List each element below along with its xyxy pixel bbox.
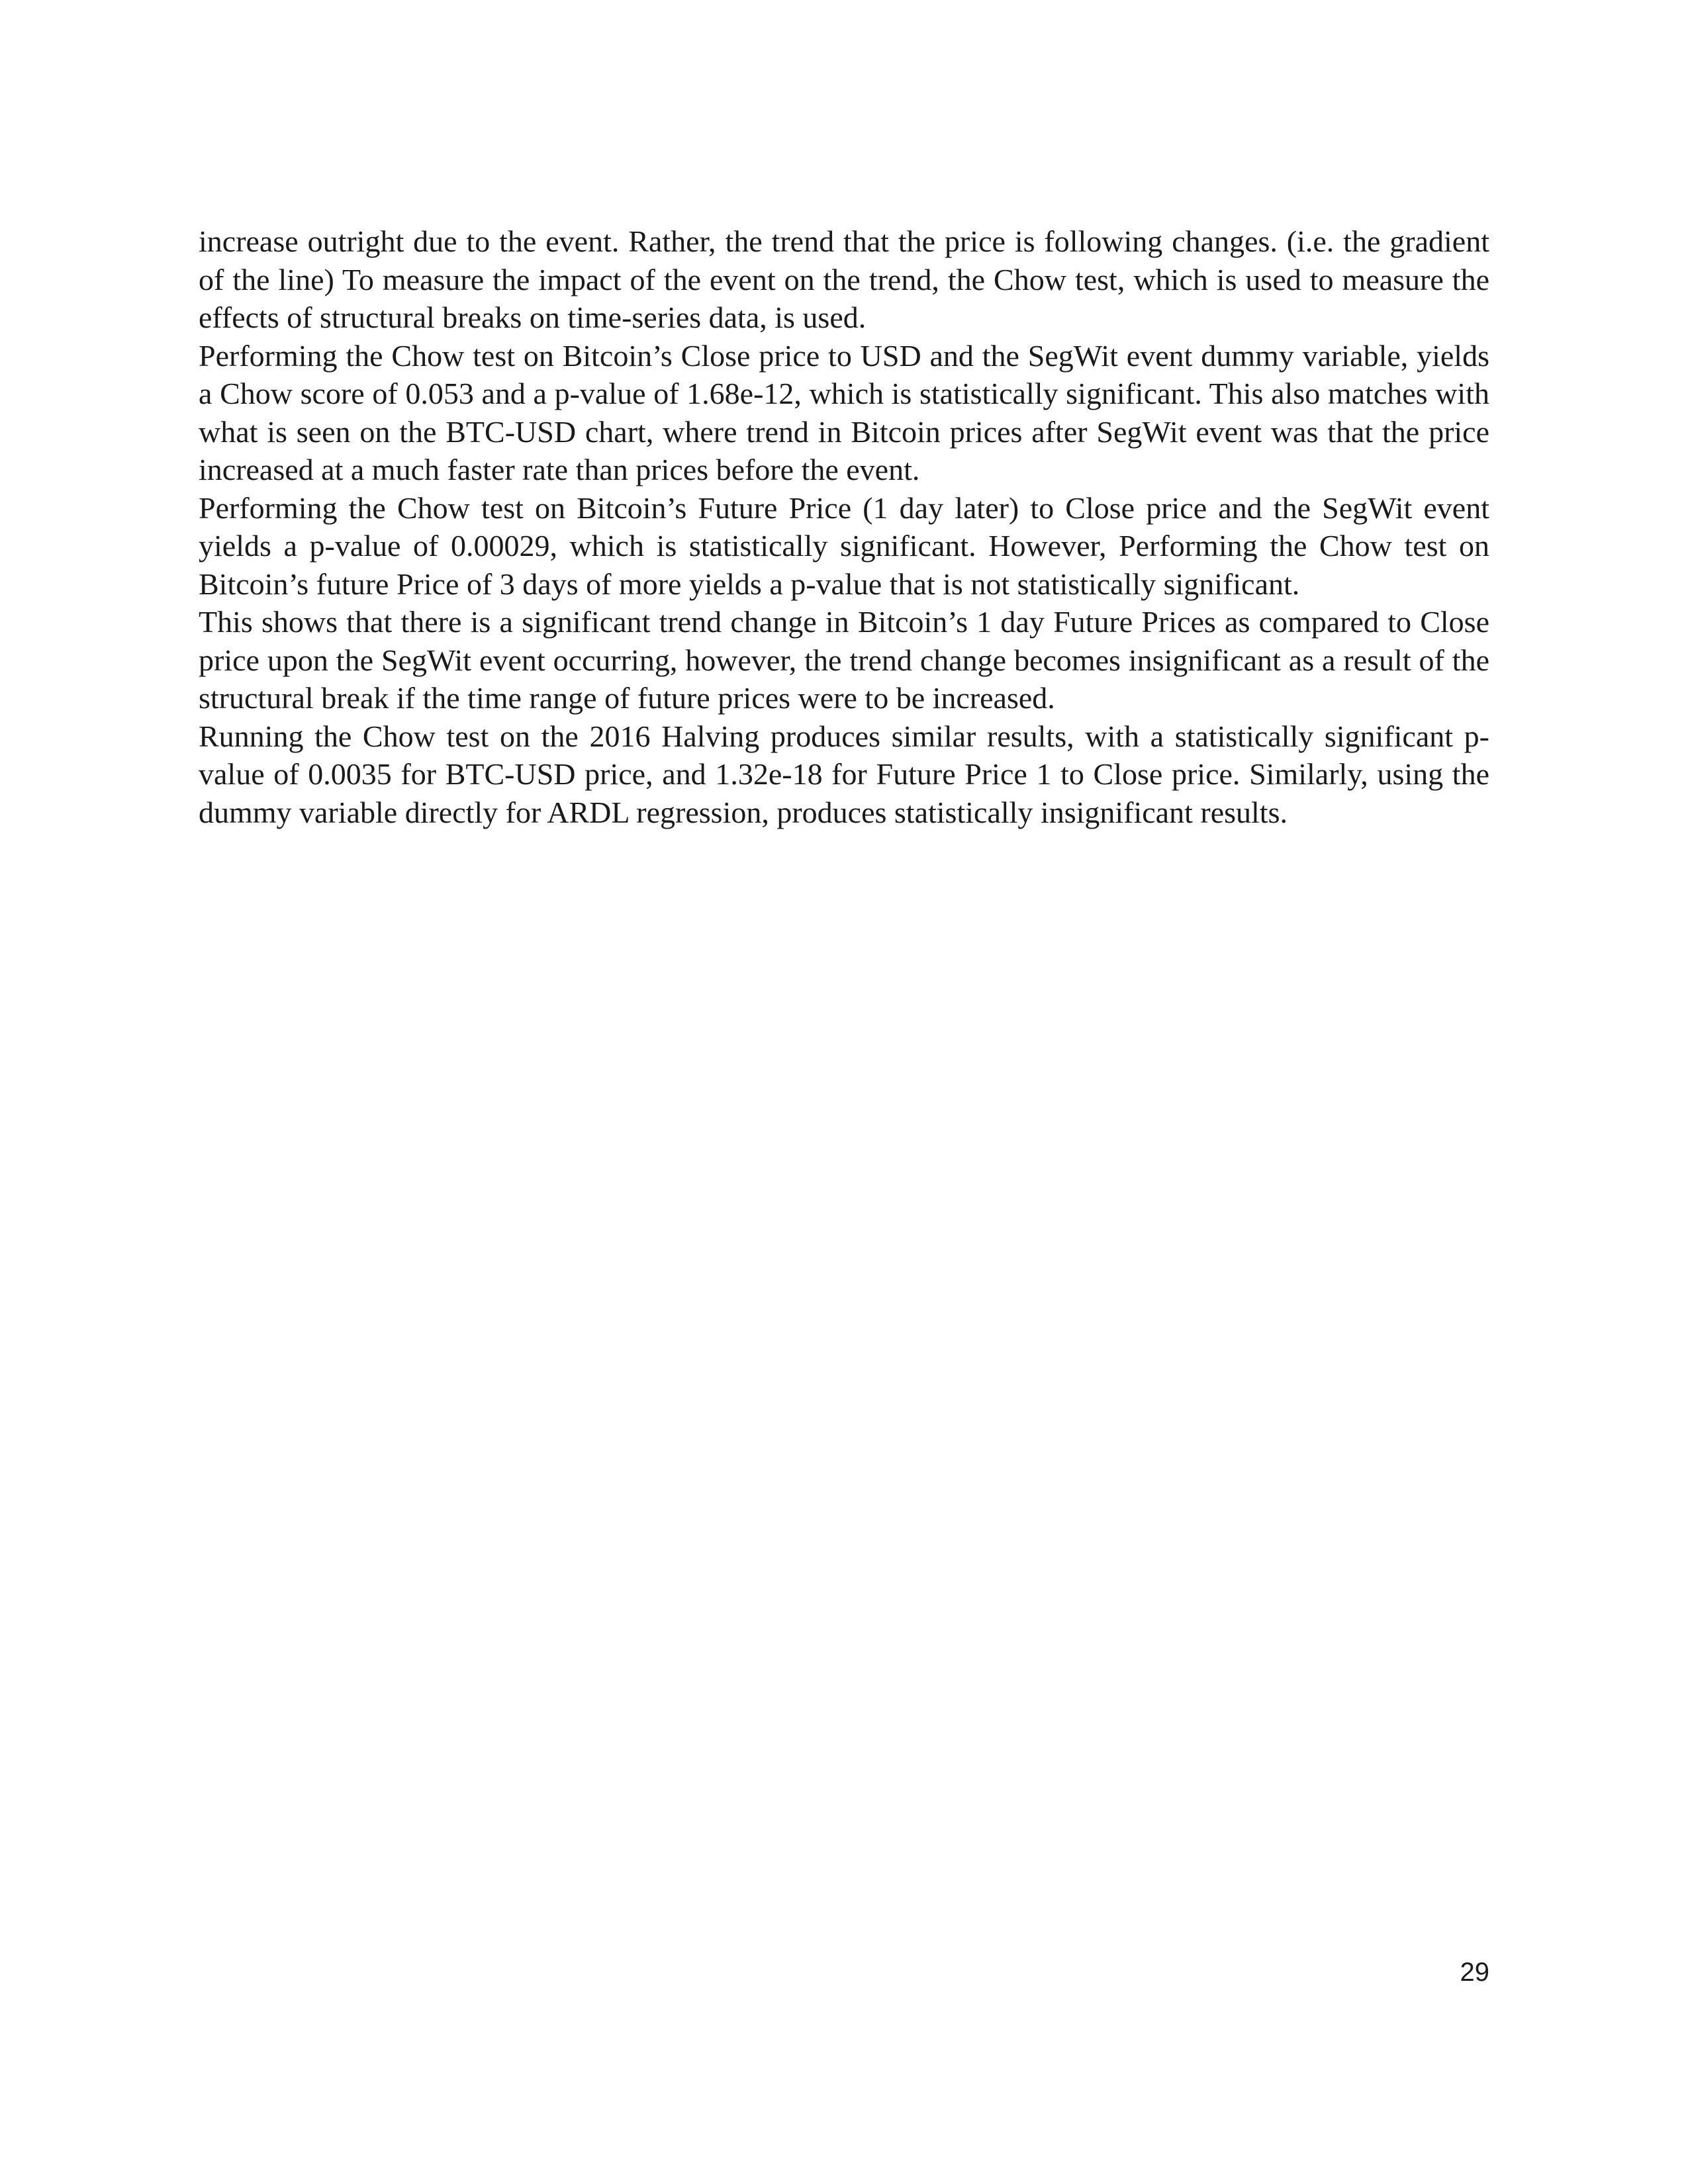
page-number: 29 xyxy=(1460,1958,1489,1987)
paragraph-chow-intro: increase outright due to the event. Rather, the trend that the price is following changes. (i.e. the gradient of the line) To measure the impact of the event on the trend, the Chow test, which is used to measure the effects of structural breaks on time-series data, is used. xyxy=(199,224,1489,334)
paragraph-segwit-close-price: Performing the Chow test on Bitcoin’s Close price to USD and the SegWit event dummy variable, yields a Chow score of 0.053 and a p-value of 1.68e-12, which is statistically significant. This also matches with what is seen on the BTC-USD chart, where trend in Bitcoin prices after SegWit event was that the price increased at a much faster rate than prices before the event. xyxy=(199,338,1489,486)
body-text xyxy=(199,222,1489,831)
paragraph-halving-results: Running the Chow test on the 2016 Halving produces similar results, with a statistically significant p-value of 0.0035 for BTC-USD price, and 1.32e-18 for Future Price 1 to Close price. Similarly, using the dummy variable directly for ARDL regression, produces statistically insignificant results. xyxy=(199,719,1489,829)
paragraph-trend-change-summary: This shows that there is a significant trend change in Bitcoin’s 1 day Future Prices as compared to Close price upon the SegWit event occurring, however, the trend change becomes insignificant as a result of the structural break if the time range of future prices were to be increased. xyxy=(199,605,1489,715)
paragraph-segwit-future-price: Performing the Chow test on Bitcoin’s Future Price (1 day later) to Close price and the SegWit event yields a p-value of 0.00029, which is statistically significant. However, Performing the Chow test on Bitcoin’s future Price of 3 days of more yields a p-value that is not statistically significant. xyxy=(199,490,1489,601)
